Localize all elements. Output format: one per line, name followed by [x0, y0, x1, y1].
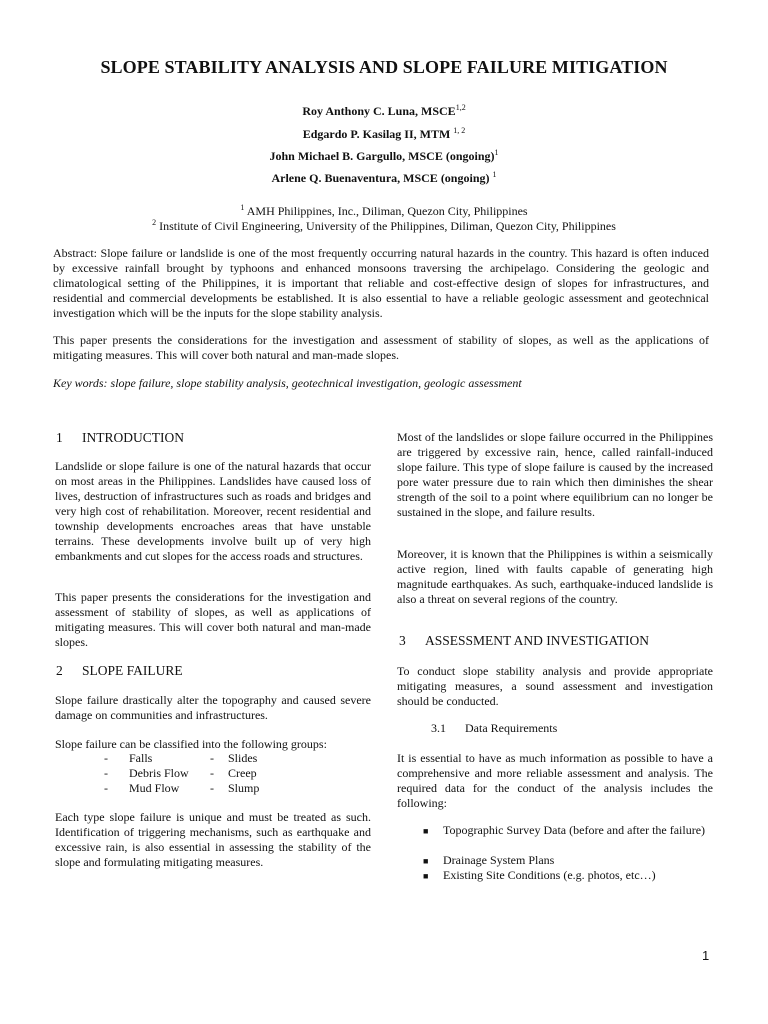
list-item-drainage: Drainage System Plans — [443, 853, 555, 867]
section-3-heading — [399, 633, 649, 649]
section-2-heading — [56, 663, 183, 679]
abstract-paragraph-2: This paper presents the considerations for the investigation and assessment of stability of slopes, as well as the applications of mitigating measures. This will cover both natural and man-made slopes. — [53, 333, 709, 362]
bullet-square-icon: ■ — [423, 856, 429, 866]
affiliation-2 — [0, 218, 768, 234]
author-3-sup: 1 — [494, 148, 499, 157]
section-1-number: 1 — [56, 430, 63, 445]
group-dash: - — [104, 781, 108, 795]
group-item-mud-flow: Mud Flow — [129, 781, 180, 795]
keywords: Key words: slope failure, slope stability analysis, geotechnical investigation, geologic assessment — [53, 376, 522, 390]
required-data-list — [0, 823, 768, 883]
assessment-paragraph: To conduct slope stability analysis and provide appropriate mitigating measures, a sound assessment and investigation should be conducted. — [397, 664, 713, 708]
author-4 — [0, 170, 768, 186]
group-dash: - — [210, 751, 214, 765]
slope-failure-paragraph-1: Slope failure drastically alter the topography and caused severe damage on communities and infrastructures. — [55, 693, 371, 722]
subsection-3-1-heading — [431, 721, 557, 736]
list-item-topographic: Topographic Survey Data (before and after the failure) — [443, 823, 706, 837]
affiliation-1 — [0, 203, 768, 219]
group-dash: - — [210, 781, 214, 795]
failure-groups-list — [0, 751, 400, 799]
author-4-name: Arlene Q. Buenaventura, MSCE (ongoing) — [271, 171, 493, 185]
author-3-name: John Michael B. Gargullo, MSCE (ongoing) — [269, 149, 495, 163]
bullet-square-icon: ■ — [423, 871, 429, 881]
author-1-sup: 1,2 — [455, 103, 466, 112]
paper-title: SLOPE STABILITY ANALYSIS AND SLOPE FAILURE MITIGATION — [100, 57, 668, 77]
affiliation-2-text: Institute of Civil Engineering, University of the Philippines, Diliman, Quezon City, Philippines — [156, 219, 616, 233]
group-item-creep: Creep — [228, 766, 257, 780]
group-dash: - — [210, 766, 214, 780]
intro-paragraph-2: This paper presents the considerations for the investigation and assessment of stability of slopes, as well as applications of mitigating measures. This will cover both natural and man-made slopes. — [55, 590, 371, 649]
author-2 — [0, 126, 768, 142]
affiliation-1-sup: 1 — [240, 203, 245, 212]
group-dash: - — [104, 766, 108, 780]
bullet-square-icon: ■ — [423, 826, 429, 836]
group-item-debris-flow: Debris Flow — [129, 766, 189, 780]
group-item-falls: Falls — [129, 751, 153, 765]
group-item-slides: Slides — [228, 751, 258, 765]
section-1-heading — [56, 430, 184, 446]
author-4-sup: 1 — [492, 170, 497, 179]
section-2-title: SLOPE FAILURE — [82, 663, 183, 678]
list-item-site-conditions: Existing Site Conditions (e.g. photos, etc…) — [443, 868, 656, 882]
author-2-sup: 1, 2 — [453, 126, 466, 135]
subsection-3-1-title: Data Requirements — [465, 721, 558, 735]
group-dash: - — [104, 751, 108, 765]
affiliation-2-sup: 2 — [152, 218, 157, 227]
slope-failure-paragraph-3: Each type slope failure is unique and must be treated as such. Identification of triggering mechanisms, such as earthquake and excessive rain, is also essential in assessing the stability of the slope and formulating mitigating measures. — [55, 810, 371, 869]
intro-paragraph-1: Landslide or slope failure is one of the natural hazards that occur on most areas in the Philippines. Landslides have caused loss of lives, destruction of infrastructures such as roads and bridges and very high cost of rehabilitation. Moreover, recent residential and township developments encroaches areas that have unstable terrains. These developments involve built up of very high embankments and cut slopes for the access roads and structures. — [55, 459, 371, 563]
slope-failure-paragraph-2: Slope failure can be classified into the following groups: — [55, 737, 327, 751]
data-requirements-paragraph: It is essential to have as much information as possible to have a comprehensive and more reliable assessment and analysis. The required data for the conduct of the analysis includes the following: — [397, 751, 713, 810]
page-number: 1 — [702, 948, 710, 963]
group-item-slump: Slump — [228, 781, 260, 795]
section-3-title: ASSESSMENT AND INVESTIGATION — [425, 633, 650, 648]
author-1 — [0, 103, 768, 119]
author-3 — [0, 148, 768, 164]
rainfall-paragraph: Most of the landslides or slope failure occurred in the Philippines are triggered by excessive rain, hence, called rainfall-induced slope failure. This type of slope failure is caused by the increased pore water pressure due to rain which then diminishes the shear strength of the soil to a point where equilibrium can no longer be sustained in the slope, and failure results. — [397, 430, 713, 519]
author-2-name: Edgardo P. Kasilag II, MTM — [302, 127, 454, 141]
earthquake-paragraph: Moreover, it is known that the Philippines is within a seismically active region, lined with faults capable of generating high magnitude earthquakes. As such, earthquake-induced landslide is also a threat on several regions of the country. — [397, 547, 713, 606]
subsection-3-1-number: 3.1 — [431, 721, 446, 735]
affiliation-1-text: AMH Philippines, Inc., Diliman, Quezon City, Philippines — [244, 204, 528, 218]
section-1-title: INTRODUCTION — [82, 430, 184, 445]
section-2-number: 2 — [56, 663, 63, 678]
abstract: Abstract: Slope failure or landslide is one of the most frequently occurring natural hazards in the country. This hazard is often induced by excessive rainfall brought by typhoons and enhanced monsoons traversing the archipelago. Considering the geologic and climatological setting of the Philippines, it is important that reliable and cost-effective design of slopes for infrastructures, and residential and commercial developments be established. It is also essential to have a reliable geologic assessment and geotechnical investigation which will be the inputs for the slope stability analysis. — [53, 246, 709, 320]
author-1-name: Roy Anthony C. Luna, MSCE — [302, 104, 456, 118]
section-3-number: 3 — [399, 633, 406, 648]
